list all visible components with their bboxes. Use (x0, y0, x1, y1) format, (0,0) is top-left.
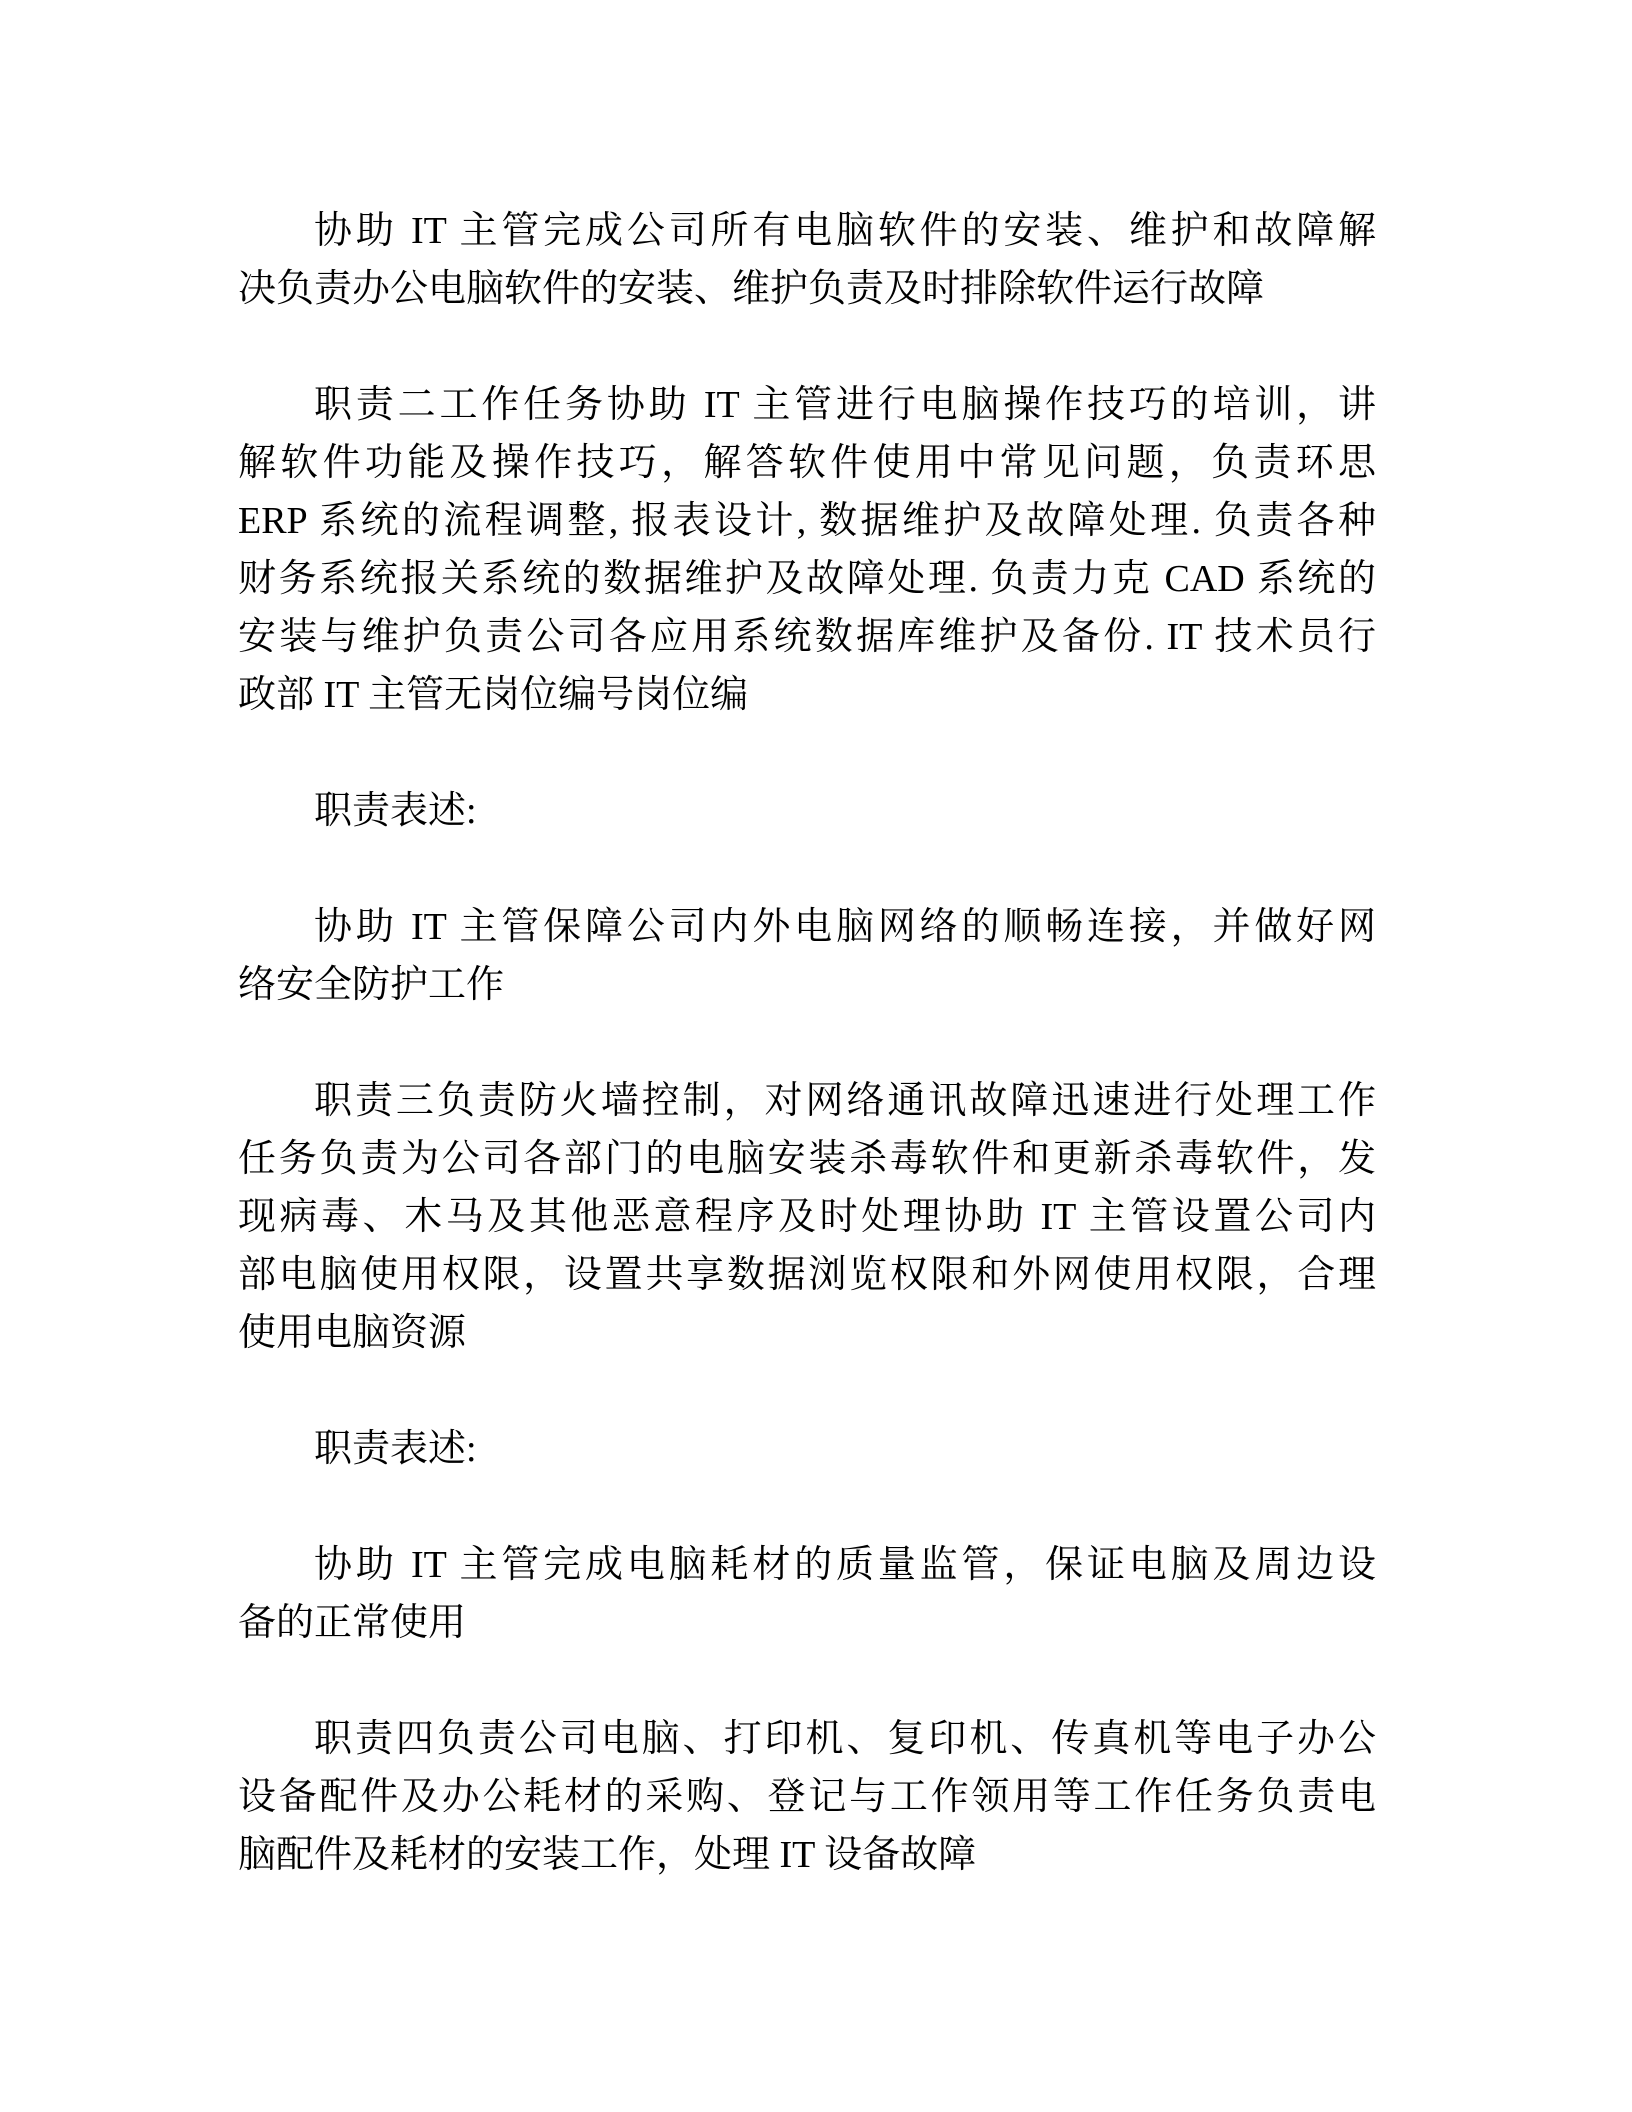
text-line: 职责表述: (314, 790, 477, 832)
paragraph (238, 898, 1376, 1014)
text-line: 设备配件及办公耗材的采购、登记与工作领用等工作任务负责电 (238, 1776, 1376, 1818)
text-line: 协助 IT 主管完成公司所有电脑软件的安装、维护和故障解 (314, 210, 1376, 252)
paragraph (238, 782, 1376, 840)
text-line: 职责四负责公司电脑、打印机、复印机、传真机等电子办公 (314, 1718, 1376, 1760)
text-line: 使用电脑资源 (238, 1312, 467, 1354)
text-line: 协助 IT 主管保障公司内外电脑网络的顺畅连接，并做好网 (314, 906, 1376, 948)
text-line: 财务系统报关系统的数据维护及故障处理. 负责力克 CAD 系统的 (238, 558, 1376, 600)
text-line: ERP 系统的流程调整, 报表设计, 数据维护及故障处理. 负责各种 (238, 500, 1376, 542)
text-line: 职责二工作任务协助 IT 主管进行电脑操作技巧的培训，讲 (314, 384, 1376, 426)
paragraph (238, 202, 1376, 318)
text-line: 安装与维护负责公司各应用系统数据库维护及备份. IT 技术员行 (238, 616, 1376, 658)
text-line: 政部 IT 主管无岗位编号岗位编 (238, 674, 749, 716)
text-line: 脑配件及耗材的安装工作，处理 IT 设备故障 (238, 1834, 977, 1876)
text-line: 职责表述: (314, 1428, 477, 1470)
text-line: 协助 IT 主管完成电脑耗材的质量监管，保证电脑及周边设 (314, 1544, 1376, 1586)
text-line: 现病毒、木马及其他恶意程序及时处理协助 IT 主管设置公司内 (238, 1196, 1376, 1238)
text-line: 决负责办公电脑软件的安装、维护负责及时排除软件运行故障 (238, 268, 1265, 310)
text-line: 部电脑使用权限，设置共享数据浏览权限和外网使用权限，合理 (238, 1254, 1376, 1296)
paragraph (238, 376, 1376, 724)
paragraph (238, 1536, 1376, 1652)
text-line: 备的正常使用 (238, 1602, 467, 1644)
paragraph (238, 1710, 1376, 1884)
text-line: 任务负责为公司各部门的电脑安装杀毒软件和更新杀毒软件，发 (238, 1138, 1376, 1180)
paragraph (238, 1072, 1376, 1362)
text-line: 职责三负责防火墙控制，对网络通讯故障迅速进行处理工作 (314, 1080, 1376, 1122)
text-line: 解软件功能及操作技巧，解答软件使用中常见问题，负责环思 (238, 442, 1376, 484)
text-line: 络安全防护工作 (238, 964, 505, 1006)
paragraph (238, 1420, 1376, 1478)
